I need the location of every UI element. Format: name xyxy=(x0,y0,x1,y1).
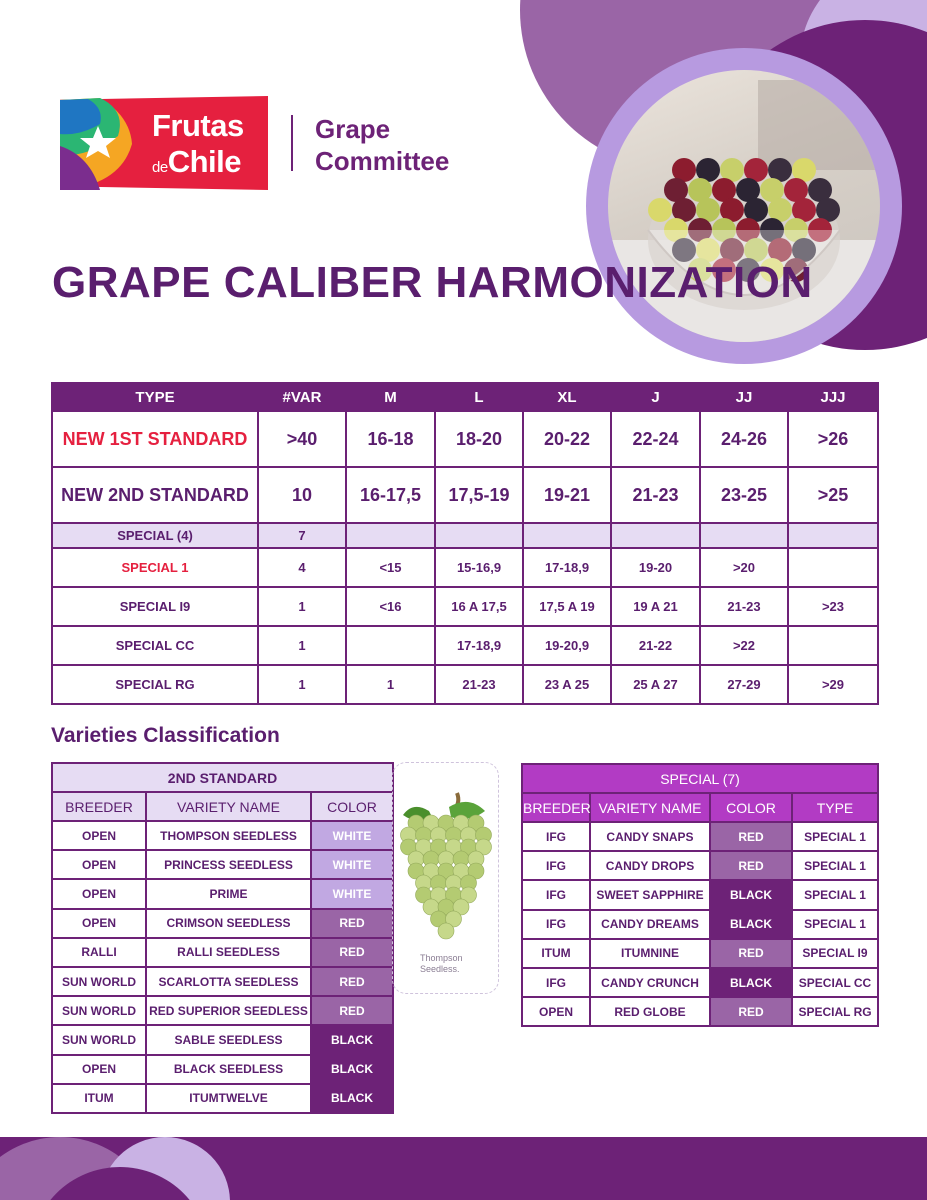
caliber-cell: 25 A 27 xyxy=(611,665,700,704)
caliber-cell: 20-22 xyxy=(523,411,611,467)
caliber-cell xyxy=(788,548,878,587)
caliber-cell: 19-20,9 xyxy=(523,626,611,665)
header-cell: BREEDER xyxy=(522,793,590,822)
caliber-cell: 21-23 xyxy=(700,587,788,626)
color-cell: BLACK xyxy=(710,880,792,909)
color-cell: RED xyxy=(710,851,792,880)
table-row xyxy=(522,822,878,851)
breeder-cell: OPEN xyxy=(52,879,146,908)
grape-caption: Thompson Seedless. xyxy=(420,953,463,974)
breeder-cell: SUN WORLD xyxy=(52,996,146,1025)
table-row xyxy=(52,996,393,1025)
breeder-cell: OPEN xyxy=(52,821,146,850)
header-cell: BREEDER xyxy=(52,792,146,821)
caliber-header-row xyxy=(52,383,878,411)
caliber-cell: 19-21 xyxy=(523,467,611,523)
table-row xyxy=(522,910,878,939)
type-cell: SPECIAL I9 xyxy=(792,939,878,968)
variety-cell: ITUMTWELVE xyxy=(146,1084,311,1113)
caliber-cell: 4 xyxy=(258,548,346,587)
type-cell: SPECIAL 1 xyxy=(792,880,878,909)
caliber-table xyxy=(51,382,879,705)
caliber-cell: 1 xyxy=(258,587,346,626)
variety-cell: PRIME xyxy=(146,879,311,908)
breeder-cell: OPEN xyxy=(52,850,146,879)
type-cell: SPECIAL 1 xyxy=(52,548,258,587)
second-standard-title: 2ND STANDARD xyxy=(52,763,393,792)
varieties-section-title: Varieties Classification xyxy=(51,724,280,747)
breeder-cell: ITUM xyxy=(522,939,590,968)
logo-divider xyxy=(291,115,293,171)
caliber-row xyxy=(52,665,878,704)
table-row xyxy=(52,879,393,908)
variety-cell: CANDY DROPS xyxy=(590,851,710,880)
caliber-cell: 17,5 A 19 xyxy=(523,587,611,626)
table-row xyxy=(52,1084,393,1113)
logo-text-frutas: Frutas xyxy=(152,108,244,143)
footer-band xyxy=(0,1137,927,1200)
color-cell: RED xyxy=(311,996,393,1025)
header-cell: COLOR xyxy=(710,793,792,822)
table-row xyxy=(52,1025,393,1054)
table-row xyxy=(522,968,878,997)
caliber-cell: 19 A 21 xyxy=(611,587,700,626)
grape-berry xyxy=(648,198,672,222)
caliber-cell: <16 xyxy=(346,587,435,626)
breeder-cell: SUN WORLD xyxy=(52,967,146,996)
header-cell: XL xyxy=(523,383,611,411)
caliber-cell: >22 xyxy=(700,626,788,665)
table-row xyxy=(52,967,393,996)
frutas-de-chile-logo xyxy=(60,96,268,190)
caliber-cell xyxy=(788,523,878,548)
green-grape-bunch-icon xyxy=(399,789,493,949)
breeder-cell: RALLI xyxy=(52,938,146,967)
variety-cell: SCARLOTTA SEEDLESS xyxy=(146,967,311,996)
type-cell: SPECIAL 1 xyxy=(792,910,878,939)
variety-cell: ITUMNINE xyxy=(590,939,710,968)
second-standard-table xyxy=(51,762,394,1114)
breeder-cell: OPEN xyxy=(522,997,590,1026)
caliber-cell: 16-18 xyxy=(346,411,435,467)
breeder-cell: IFG xyxy=(522,822,590,851)
caliber-cell: >23 xyxy=(788,587,878,626)
variety-cell: PRINCESS SEEDLESS xyxy=(146,850,311,879)
caliber-cell xyxy=(346,626,435,665)
type-cell: NEW 1ST STANDARD xyxy=(52,411,258,467)
type-cell: SPECIAL (4) xyxy=(52,523,258,548)
color-cell: RED xyxy=(311,938,393,967)
caliber-cell: 24-26 xyxy=(700,411,788,467)
variety-cell: CANDY DREAMS xyxy=(590,910,710,939)
caliber-cell: 16-17,5 xyxy=(346,467,435,523)
caliber-cell: >20 xyxy=(700,548,788,587)
caliber-cell: 18-20 xyxy=(435,411,523,467)
caliber-cell: 17-18,9 xyxy=(523,548,611,587)
type-cell: SPECIAL I9 xyxy=(52,587,258,626)
thompson-grape-card xyxy=(392,762,499,994)
type-cell: SPECIAL CC xyxy=(792,968,878,997)
breeder-cell: IFG xyxy=(522,851,590,880)
caliber-row xyxy=(52,523,878,548)
color-cell: RED xyxy=(710,822,792,851)
header-cell: L xyxy=(435,383,523,411)
table-row xyxy=(522,880,878,909)
caliber-cell: >26 xyxy=(788,411,878,467)
caliber-cell xyxy=(700,523,788,548)
breeder-cell: IFG xyxy=(522,910,590,939)
caliber-cell: 22-24 xyxy=(611,411,700,467)
variety-cell: SABLE SEEDLESS xyxy=(146,1025,311,1054)
type-cell: SPECIAL RG xyxy=(792,997,878,1026)
logo-star-icon xyxy=(60,96,136,190)
caliber-cell: >40 xyxy=(258,411,346,467)
caliber-cell: 7 xyxy=(258,523,346,548)
caliber-cell: 23 A 25 xyxy=(523,665,611,704)
caliber-row xyxy=(52,626,878,665)
table-row xyxy=(52,909,393,938)
special-table xyxy=(521,763,879,1027)
header-cell: #VAR xyxy=(258,383,346,411)
breeder-cell: SUN WORLD xyxy=(52,1025,146,1054)
caliber-cell xyxy=(346,523,435,548)
type-cell: SPECIAL CC xyxy=(52,626,258,665)
caliber-cell: >29 xyxy=(788,665,878,704)
variety-cell: BLACK SEEDLESS xyxy=(146,1055,311,1084)
caliber-row xyxy=(52,411,878,467)
variety-cell: SWEET SAPPHIRE xyxy=(590,880,710,909)
variety-cell: RED GLOBE xyxy=(590,997,710,1026)
breeder-cell: IFG xyxy=(522,968,590,997)
title-rest: CALIBER HARMONIZATION xyxy=(223,258,813,307)
grape-berry xyxy=(438,923,454,939)
logo-text-de: de xyxy=(152,159,168,176)
variety-cell: RED SUPERIOR SEEDLESS xyxy=(146,996,311,1025)
header-cell: VARIETY NAME xyxy=(590,793,710,822)
caliber-cell: 23-25 xyxy=(700,467,788,523)
color-cell: RED xyxy=(710,939,792,968)
caliber-row xyxy=(52,467,878,523)
table-row xyxy=(52,1055,393,1084)
header-cell: VARIETY NAME xyxy=(146,792,311,821)
color-cell: BLACK xyxy=(311,1084,393,1113)
title-bold: GRAPE xyxy=(52,258,211,307)
type-cell: NEW 2ND STANDARD xyxy=(52,467,258,523)
color-cell: BLACK xyxy=(710,910,792,939)
caliber-row xyxy=(52,587,878,626)
committee-name: Grape Committee xyxy=(315,114,450,176)
caliber-row xyxy=(52,548,878,587)
color-cell: BLACK xyxy=(710,968,792,997)
variety-cell: CANDY CRUNCH xyxy=(590,968,710,997)
color-cell: WHITE xyxy=(311,821,393,850)
caliber-cell: <15 xyxy=(346,548,435,587)
caliber-cell: 21-23 xyxy=(611,467,700,523)
type-cell: SPECIAL 1 xyxy=(792,851,878,880)
color-cell: RED xyxy=(710,997,792,1026)
table-row xyxy=(522,939,878,968)
header-cell: TYPE xyxy=(52,383,258,411)
table-row xyxy=(52,850,393,879)
color-cell: RED xyxy=(311,909,393,938)
caliber-cell: 16 A 17,5 xyxy=(435,587,523,626)
caliber-cell: 21-22 xyxy=(611,626,700,665)
page-title xyxy=(52,257,813,309)
caliber-cell: 1 xyxy=(258,626,346,665)
caliber-cell: 17,5-19 xyxy=(435,467,523,523)
variety-cell: THOMPSON SEEDLESS xyxy=(146,821,311,850)
table-row xyxy=(522,851,878,880)
logo-text-chile: Chile xyxy=(167,144,241,179)
color-cell: WHITE xyxy=(311,879,393,908)
type-cell: SPECIAL 1 xyxy=(792,822,878,851)
color-cell: BLACK xyxy=(311,1055,393,1084)
header-cell: M xyxy=(346,383,435,411)
caliber-cell: 17-18,9 xyxy=(435,626,523,665)
caliber-cell: 27-29 xyxy=(700,665,788,704)
variety-cell: CRIMSON SEEDLESS xyxy=(146,909,311,938)
caliber-cell: >25 xyxy=(788,467,878,523)
breeder-cell: ITUM xyxy=(52,1084,146,1113)
variety-cell: RALLI SEEDLESS xyxy=(146,938,311,967)
caliber-cell: 1 xyxy=(346,665,435,704)
table-row xyxy=(52,821,393,850)
caliber-cell xyxy=(523,523,611,548)
caliber-cell: 19-20 xyxy=(611,548,700,587)
header-cell: JJ xyxy=(700,383,788,411)
caliber-cell: 1 xyxy=(258,665,346,704)
color-cell: WHITE xyxy=(311,850,393,879)
caliber-cell xyxy=(435,523,523,548)
header-cell: TYPE xyxy=(792,793,878,822)
breeder-cell: OPEN xyxy=(52,1055,146,1084)
caliber-cell: 21-23 xyxy=(435,665,523,704)
caliber-cell xyxy=(788,626,878,665)
table-row xyxy=(52,938,393,967)
header-cell: COLOR xyxy=(311,792,393,821)
color-cell: BLACK xyxy=(311,1025,393,1054)
header-cell: JJJ xyxy=(788,383,878,411)
header-cell: J xyxy=(611,383,700,411)
caliber-cell: 15-16,9 xyxy=(435,548,523,587)
caliber-cell xyxy=(611,523,700,548)
breeder-cell: OPEN xyxy=(52,909,146,938)
type-cell: SPECIAL RG xyxy=(52,665,258,704)
table-row xyxy=(522,997,878,1026)
caliber-cell: 10 xyxy=(258,467,346,523)
special-title: SPECIAL (7) xyxy=(522,764,878,793)
breeder-cell: IFG xyxy=(522,880,590,909)
logo-text-de-chile xyxy=(152,144,241,180)
variety-cell: CANDY SNAPS xyxy=(590,822,710,851)
color-cell: RED xyxy=(311,967,393,996)
